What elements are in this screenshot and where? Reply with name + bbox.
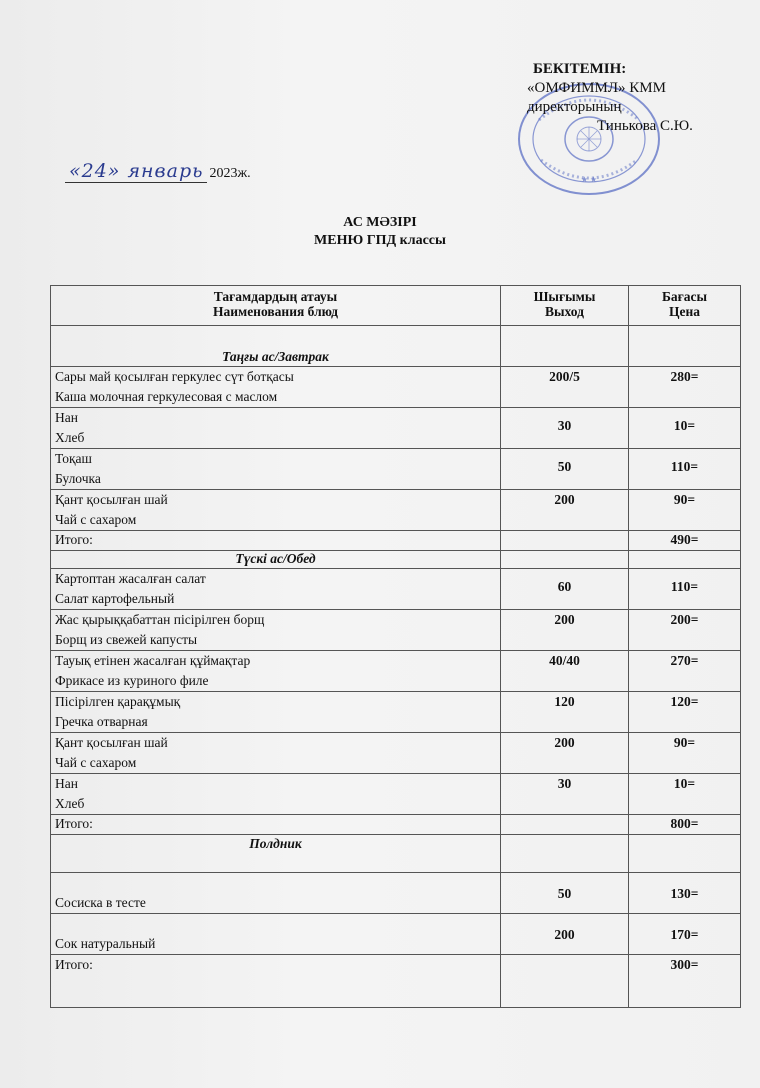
table-row bbox=[51, 408, 741, 449]
total-label: Итого: bbox=[51, 531, 501, 551]
dish-price: 10= bbox=[629, 774, 741, 815]
dish-name-kz: Қант қосылған шай bbox=[55, 735, 168, 750]
table-row bbox=[51, 610, 741, 651]
approval-org: «ОМФИММЛ» КММ bbox=[527, 80, 666, 96]
dish-price: 170= bbox=[629, 914, 741, 955]
table-row bbox=[51, 873, 741, 914]
approval-block bbox=[527, 60, 693, 136]
total-value: 490= bbox=[629, 531, 741, 551]
dish-name-ru: Фрикасе из куриного филе bbox=[55, 673, 209, 688]
section-label: Түскі ас/Обед bbox=[51, 551, 501, 569]
svg-text:★ ★: ★ ★ bbox=[580, 175, 598, 184]
dish-name-ru: Булочка bbox=[55, 471, 101, 486]
dish-price: 120= bbox=[629, 692, 741, 733]
header-name-ru: Наименования блюд bbox=[212, 304, 339, 319]
dish-price: 90= bbox=[629, 490, 741, 531]
dish-output: 40/40 bbox=[501, 651, 629, 692]
table-row bbox=[51, 774, 741, 815]
dish-price: 90= bbox=[629, 733, 741, 774]
section-label: Таңғы ас/Завтрак bbox=[51, 326, 501, 367]
lunch-total-row bbox=[51, 815, 741, 835]
dish-name-ru: Гречка отварная bbox=[55, 714, 148, 729]
dish-name-ru: Каша молочная геркулесовая с маслом bbox=[55, 389, 278, 404]
dish-output: 50 bbox=[501, 449, 629, 490]
header-output bbox=[501, 286, 629, 326]
dish-price: 200= bbox=[629, 610, 741, 651]
dish-price: 110= bbox=[629, 449, 741, 490]
table-row bbox=[51, 914, 741, 955]
table-row bbox=[51, 733, 741, 774]
section-snack bbox=[51, 835, 741, 873]
dish-output: 50 bbox=[501, 873, 629, 914]
dish-name-kz: Сары май қосылған геркулес сүт ботқасы bbox=[55, 369, 294, 384]
snack-total-row bbox=[51, 955, 741, 1008]
table-row bbox=[51, 449, 741, 490]
total-value: 800= bbox=[629, 815, 741, 835]
breakfast-total-row bbox=[51, 531, 741, 551]
dish-price: 130= bbox=[629, 873, 741, 914]
dish-name-ru: Чай с сахаром bbox=[55, 755, 137, 770]
dish-output: 200 bbox=[501, 490, 629, 531]
section-breakfast bbox=[51, 326, 741, 367]
dish-name-ru: Чай с сахаром bbox=[55, 512, 137, 527]
section-lunch bbox=[51, 551, 741, 569]
menu-title: АС МӘЗІРІ bbox=[343, 215, 417, 230]
total-value: 300= bbox=[629, 955, 741, 1008]
dish-name-kz: Нан bbox=[55, 410, 78, 425]
dish-name-ru: Салат картофельный bbox=[55, 591, 175, 606]
dish-name-kz: Тоқаш bbox=[55, 451, 92, 466]
approval-signatory: Тинькова С.Ю. bbox=[597, 118, 693, 134]
dish-output: 200 bbox=[501, 610, 629, 651]
approval-role: директорының bbox=[527, 99, 622, 115]
dish-output: 200 bbox=[501, 733, 629, 774]
header-output-ru: Выход bbox=[545, 304, 584, 319]
dish-price: 10= bbox=[629, 408, 741, 449]
total-label: Итого: bbox=[51, 815, 501, 835]
table-row bbox=[51, 367, 741, 408]
header-price-kz: Бағасы bbox=[661, 289, 708, 304]
header-price-ru: Цена bbox=[668, 304, 701, 319]
dish-name-ru: Хлеб bbox=[55, 796, 85, 811]
table-row bbox=[51, 490, 741, 531]
dish-name: Сок натуральный bbox=[51, 914, 501, 955]
table-header bbox=[51, 286, 741, 326]
document-date bbox=[65, 160, 251, 183]
dish-output: 30 bbox=[501, 774, 629, 815]
menu-subtitle: МЕНЮ ГПД классы bbox=[314, 233, 446, 248]
table-row bbox=[51, 651, 741, 692]
dish-name-ru: Хлеб bbox=[55, 430, 85, 445]
section-label: Полдник bbox=[51, 835, 501, 873]
dish-output: 120 bbox=[501, 692, 629, 733]
menu-table bbox=[50, 285, 741, 1008]
header-price bbox=[629, 286, 741, 326]
dish-price: 270= bbox=[629, 651, 741, 692]
dish-price: 280= bbox=[629, 367, 741, 408]
header-output-kz: Шығымы bbox=[533, 289, 596, 304]
dish-name-ru: Борщ из свежей капусты bbox=[55, 632, 198, 647]
approval-title: БЕКІТЕМІН: bbox=[533, 61, 627, 77]
table-row bbox=[51, 692, 741, 733]
dish-output: 30 bbox=[501, 408, 629, 449]
dish-name-kz: Картоптан жасалған салат bbox=[55, 571, 206, 586]
dish-output: 200 bbox=[501, 914, 629, 955]
dish-name-kz: Нан bbox=[55, 776, 78, 791]
dish-price: 110= bbox=[629, 569, 741, 610]
header-name bbox=[51, 286, 501, 326]
dish-name: Сосиска в тесте bbox=[51, 873, 501, 914]
total-label: Итого: bbox=[51, 955, 501, 1008]
dish-name-kz: Тауық етінен жасалған құймақтар bbox=[55, 653, 251, 668]
dish-output: 200/5 bbox=[501, 367, 629, 408]
header-name-kz: Тағамдардың атауы bbox=[213, 289, 338, 304]
dish-output: 60 bbox=[501, 569, 629, 610]
dish-name-kz: Пісірілген қарақұмық bbox=[55, 694, 181, 709]
date-year: 2023ж. bbox=[209, 166, 251, 181]
table-row bbox=[51, 569, 741, 610]
handwritten-date: «24» январь bbox=[65, 160, 207, 183]
dish-name-kz: Қант қосылған шай bbox=[55, 492, 168, 507]
dish-name-kz: Жас қырыққабаттан пісірілген борщ bbox=[55, 612, 265, 627]
